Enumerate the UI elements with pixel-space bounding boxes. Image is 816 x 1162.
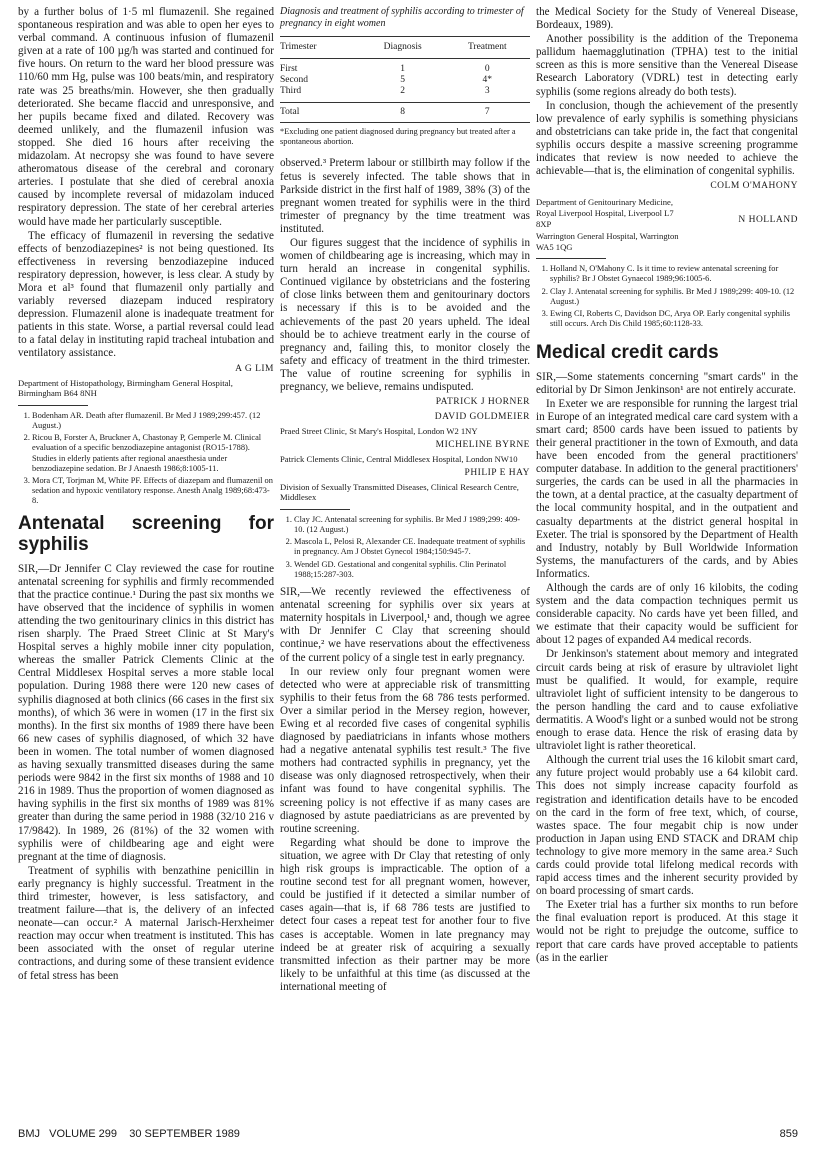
paragraph: In Exeter we are responsible for running the largest trial in Europe of an integrated medical care card system with a smart card; 8500 cards have been issued to patients by their general practitioner in the town of Exmouth, and data have been encoded from the general practitioners' computer database. In addition to the general practitioners' surgeries, the cards can be used in all the pharmacies in the town, at a dental practice, at the casualty department of the local community hospital, and in the outpatient and casualty departments at the district general hospital in Exeter. The trial is sponsored by the Department of Health and Industry, notably by Bull Worldwide Information Systems, the manufacturers of the cards, and by Abies Informatics.	[536, 397, 798, 580]
paragraph: Our figures suggest that the incidence of syphilis in women of childbearing age is increasing, which may in turn herald an increase in congenital syphilis. Continued vigilance by obstetricians and the fostering of close links between them and genitourinary doctors is necessary if this is to be avoided and the achievements of the past 20 years upheld. The ideal should be to achieve treatment early in the course of pregnancy and, failing this, to monitor closely the safety and efficacy of treatment in the third trimester. The value of routine screening for syphilis in pregnancy, we believe, remains undisputed.	[280, 236, 530, 393]
author-address: Division of Sexually Transmitted Diseases, Clinical Research Centre, Middlesex	[280, 481, 519, 503]
table-cell: 7	[445, 103, 530, 123]
table-cell: 0	[484, 64, 490, 74]
reference-list	[536, 264, 798, 329]
reference-item: 1. Holland N, O'Mahony C. Is it time to review antenatal screening for syphilis? Br J Obstet Gynaecol 1989;96:1005-6.	[550, 264, 798, 284]
page-footer	[18, 1128, 798, 1144]
reference-list	[280, 515, 530, 580]
table-header: Diagnosis	[361, 37, 445, 59]
paragraph: SIR,—We recently reviewed the effectiveness of antenatal screening for syphilis over six years at maternity hospitals in Liverpool,¹ and, though we agree with Dr Jennifer C Clay that screening should continue,² we have reservations about the effectiveness of the current policy of a single test in early pregnancy.	[280, 586, 530, 664]
paragraph: Another possibility is the addition of the Treponema pallidum haemagglutination (TPHA) test to the initial screen as this is more sensitive than the Venereal Disease Research Laboratory (VDRL) test in detecting early syphilis (some regions already do both tests).	[536, 33, 798, 98]
column-1	[18, 6, 274, 984]
signature: A G LIM	[235, 363, 274, 374]
syphilis-table	[280, 36, 530, 123]
table-cell: 5	[400, 75, 406, 85]
paragraph: Regarding what should be done to improve the situation, we agree with Dr Clay that retesting of only high risk groups is impracticable. The option of a routine second test for all pregnant women, however, could be justified if it detected a similar number of cases again—that is, if 68 786 tests are justified to detect four cases a repeat test for another four to five cases is acceptable. Women in late pregnancy may indeed be at greater risk of acquiring a sexually transmitted infection as their partner may be more likely to be unfaithful at this time (as discussed at the international meeting of	[280, 836, 530, 993]
table-cell: 3	[484, 86, 490, 96]
paragraph: SIR,—Some statements concerning "smart cards" in the editorial by Dr Simon Jenkinson¹ are not entirely accurate.	[536, 370, 798, 396]
reference-item: 1. Bodenham AR. Death after flumazenil. Br Med J 1989;299:457. (12 August.)	[32, 411, 274, 431]
reference-item: 2. Ricou B, Forster A, Bruckner A, Chastonay P, Gemperle M. Clinical evaluation of a specific benzodiazepine antagonist (RO15-1788). Studies in elderly patients after regional anaesthesia under benzodiazepine sedation. Br J Anaesth 1986;8:1005-11.	[32, 433, 274, 474]
paragraph: The Exeter trial has a further six months to run before the final evaluation report is produced. At this stage it would not be right to prejudge the outcome, suffice to report that care cards have proved acceptable to patients (as in the earlier	[536, 899, 798, 964]
table-cell: 4*	[482, 75, 493, 85]
paragraph: SIR,—Dr Jennifer C Clay reviewed the case for routine antenatal screening for syphilis and firmly recommended that the practice continue.¹ During the past six months we have observed that the incidence of syphilis in women attending the two genitourinary clinics in this district has risen sharply. The Praed Street Clinic at St Mary's Hospital serves a highly mobile inner city population, whereas the smaller Patrick Clements Clinic at the Central Middlesex Hospital serves a more stable local population. During 1988 there were 120 new cases of syphilis diagnosed at both clinics (66 cases in the first six months), of which 36 were in women (17 in the first six months). In the first six months of 1989 there have been 66 new cases of syphilis diagnosed, of which 32 have been in women. The total number of women diagnosed as having sexually transmitted diseases during the same periods were 9842 in the first six months of 1988 and 10 216 in 1989. Thus the proportion of women diagnosed as having syphilis in the first six months of 1989 was 81% greater than during the same period in 1988 (32/10 216 v 17/9842). In 1989, 26 (81%) of the 32 women with syphilis were of childbearing age and eight were pregnant at the time of diagnosis.	[18, 562, 274, 863]
reference-item: 3. Ewing CI, Roberts C, Davidson DC, Arya OP. Early congenital syphilis still occurs. Arch Dis Child 1985;60:1128-33.	[550, 309, 798, 329]
reference-item: 3. Mora CT, Torjman M, White PF. Effects of diazepam and flumazenil on sedation and hypoxic ventilatory response. Anesth Analg 1989;68:473-8.	[32, 476, 274, 507]
table-row	[280, 75, 530, 86]
reference-item: 1. Clay JC. Antenatal screening for syphilis. Br Med J 1989;299: 409-10. (12 August.)	[294, 515, 530, 535]
table-cell: Third	[280, 86, 302, 96]
table-footnote: *Excluding one patient diagnosed during pregnancy but treated after a spontaneous abortion.	[280, 127, 516, 147]
table-row	[280, 86, 530, 103]
column-3	[536, 6, 798, 966]
paragraph: Treatment of syphilis with benzathine penicillin in early pregnancy is highly successful. Treatment in the third trimester, however, is less satisfactory, and treatment failure—that is, the delivery of an infected neonate—can occur.² A maternal Jarisch-Herxheimer reaction may occur when treatment is instituted. This has been associated with the onset of regular uterine contractions, and during some of these transient evidence of fetal stress has been	[18, 864, 274, 982]
table-total-row	[280, 103, 530, 123]
table-cell: 1	[400, 64, 406, 74]
table-cell: 2	[400, 86, 406, 96]
signature: MICHELINE BYRNE	[435, 439, 530, 450]
table-cell: First	[280, 64, 298, 74]
paragraph: In conclusion, though the achievement of the presently low prevalence of early syphilis is something physicians and obstetricians can take pride in, the fact that congenital syphilis occurs despite a massive screening programme indicates that review is now needed to achieve the achievable—that is, the elimination of congenital syphilis.	[536, 99, 798, 178]
journal-issue: BMJ VOLUME 299 30 SEPTEMBER 1989	[18, 1128, 240, 1140]
table-caption: Diagnosis and treatment of syphilis according to trimester of pregnancy in eight women	[280, 6, 524, 29]
paragraph: In our review only four pregnant women were detected who were at appreciable risk of transmitting syphilis to their fetus from the 68 786 tests performed. Over a similar period in the Mersey region, however, Ewing et al recorded five cases of congenital syphilis diagnosed by paediatricians in infants whose mothers had a negative antenatal syphilis test result.³ The five mothers had contracted syphilis in pregnancy, yet the disease was only diagnosed retrospectively, when their infant was found to have congenital syphilis. The screening policy is not effective if as many cases are diagnosed by astute paediatricians as are prevented by routine screening.	[280, 665, 530, 835]
address-row	[536, 195, 798, 229]
paragraph: Although the current trial uses the 16 kilobit smart card, any future project would probably use a 64 kilobit card. This does not simply increase capacity fourfold as registration and identification details have to be encoded on the card in the form of free text, which, of course, wastes space. The four megabit chip is now under production in Japan using END STACK and DRAM chip technology to give more memory in the same area.² Such cards could provide total lifelong medical records with rapid access times and the inherent security provided by on board processing of smart cards.	[536, 754, 798, 898]
table-row	[280, 59, 530, 76]
paragraph: Dr Jenkinson's statement about memory and integrated circuit cards being at risk of erasure by ultraviolet light must be qualified. It would, for example, require ultraviolet light of sufficient intensity to be dangerous to the person handling the card and to cause exfoliative dermatitis. A Wood's light or a sunbed would not be strong enough to erase data. Hence the risk of erasing data by ultraviolet light is rather theoretical.	[536, 648, 798, 753]
author-address: Patrick Clements Clinic, Central Middlesex Hospital, London NW10	[280, 453, 518, 464]
author-address: Praed Street Clinic, St Mary's Hospital, London W2 1NY	[280, 426, 478, 437]
paragraph: The efficacy of flumazenil in reversing the sedative effects of benzodiazepines² is not being questioned. Its effectiveness in reversing benzodiazepine induced respiratory depression, however, is less clear. A study by Mora et al³ found that flumazenil only partially and variably reversed diazepam induced respiratory depression. Flumazenil alone is inadequate treatment for patients in this state. Worse, a partial reversal could lead to a fatal delay in instituting rapid tracheal intubation and ventilatory assistance.	[18, 229, 274, 360]
signature: DAVID GOLDMEIER	[434, 412, 530, 423]
reference-item: 2. Clay J. Antenatal screening for syphilis. Br Med J 1989;299: 409-10. (12 August.)	[550, 287, 798, 307]
divider	[18, 405, 88, 406]
paragraph: observed.³ Preterm labour or stillbirth may follow if the fetus is severely infected. The table shows that in Parkside district in the first half of 1989, 38% (3) of the pregnant women treated for syphilis were in the third trimester of pregnancy by the time treatment was instituted.	[280, 157, 530, 235]
reference-item: 2. Mascola L, Pelosi R, Alexander CE. Inadequate treatment of syphilis in pregnancy. Am J Obstet Gynecol 1984;150:945-7.	[294, 537, 530, 557]
table-cell: Second	[280, 75, 308, 85]
section-heading: Medical credit cards	[536, 341, 719, 363]
author-address: Department of Genitourinary Medicine, Royal Liverpool Hospital, Liverpool L7 8XP	[536, 197, 674, 229]
divider	[280, 509, 350, 510]
column-2	[280, 6, 530, 995]
paragraph: by a further bolus of 1·5 ml flumazenil. She regained spontaneous respiration and was able to open her eyes to verbal command. A continuous infusion of flumazenil given at a rate of 100 µg/h was started and continued for five hours. On return to the ward her blood pressure was 110/60 mm Hg, pulse was 100 beats/min, and respiratory rate was 25 breaths/min. However, she then gradually deteriorated. She became flaccid and unresponsive, and her pupils became fixed and dilated. Recovery was deemed unlikely, and the flumazenil infusion was stopped. She died 16 hours after receiving the midazolam. At necropsy she was found to have severe atheromatous disease of the cerebral and coronary arteries. I postulate that she died of cerebral anoxia caused by incomplete reversal of midazolam induced respiratory depression. The state of her cerebral arteries would have made her particularly susceptible.	[18, 6, 274, 228]
signature: COLM O'MAHONY	[710, 181, 798, 192]
table-header: Treatment	[445, 37, 530, 59]
section-heading: Antenatal screening for syphilis	[18, 512, 274, 555]
signature: N HOLLAND	[738, 215, 798, 225]
reference-item: 3. Wendel GD. Gestational and congenital syphilis. Clin Perinatol 1988;15:287-303.	[294, 560, 530, 580]
paragraph: Although the cards are of only 16 kilobits, the coding system and the data compaction techniques permit us considerable capacity. No cards have yet been filled, and we estimate that their capacity would be sufficient for about 12 pages of expanded A4 medical records.	[536, 582, 798, 647]
reference-list	[18, 411, 274, 507]
signature: PATRICK J HORNER	[435, 397, 530, 408]
table-cell: 8	[361, 103, 445, 123]
signature: PHILIP E HAY	[464, 467, 530, 478]
author-address: Department of Histopathology, Birmingham General Hospital, Birmingham B64 8NH	[18, 377, 233, 399]
table-cell: Total	[280, 103, 361, 123]
page-number: 859	[779, 1128, 798, 1140]
paragraph: the Medical Society for the Study of Venereal Disease, Bordeaux, 1989).	[536, 6, 798, 32]
divider	[536, 258, 606, 259]
table-header: Trimester	[280, 37, 361, 59]
author-address: Warrington General Hospital, Warrington WA5 1QG	[536, 231, 679, 252]
